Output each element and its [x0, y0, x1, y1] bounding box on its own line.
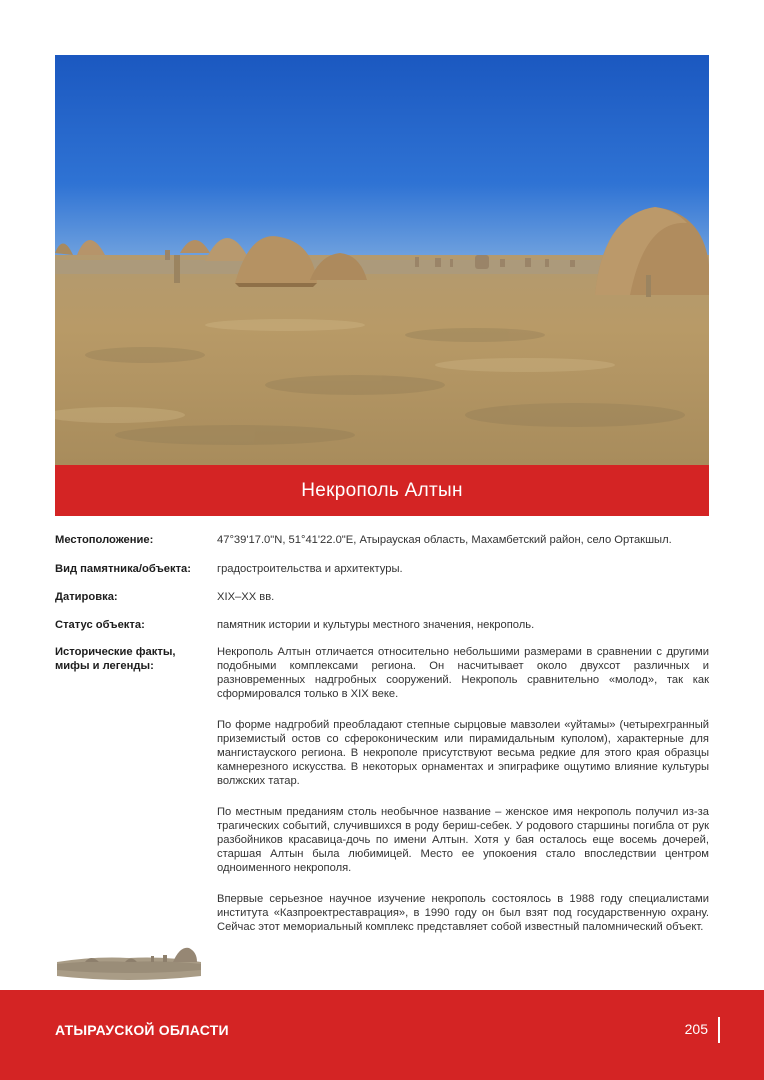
- field-value: градостроительства и архитектуры.: [217, 563, 403, 575]
- monument-title: Некрополь Алтын: [301, 479, 463, 501]
- page-number: 205: [684, 1021, 708, 1037]
- field-dating: [55, 590, 709, 604]
- history-paragraph: Впервые серьезное научное изучение некрополь состоялось в 1988 году специалистами института «Казпроектреставрация», в 1990 году он был взят под государственную охрану. Сейчас этот мемориальный комплекс представляет собой известный паломнический объект.: [217, 893, 709, 933]
- field-label: Датировка:: [55, 591, 118, 603]
- monument-title-bar: [55, 465, 709, 516]
- field-label: Статус объекта:: [55, 619, 145, 631]
- history-paragraph: По форме надгробий преобладают степные сырцовые мавзолеи «уйтамы» (четырехгранный приземистый остов со сфероконическим или пирамидальным куполом), характерные для мангистауского региона. В некрополе присутствуют весьма редкие для этого края образцы камнерезного искусства. В некоторых орнаментах и эпиграфике ощутимо влияние культуры волжских татар.: [217, 719, 709, 787]
- field-label: Вид памятника/объекта:: [55, 563, 191, 575]
- page-footer: [0, 990, 764, 1080]
- field-status: [55, 618, 709, 632]
- field-location: [55, 533, 709, 547]
- field-value: памятник истории и культуры местного значения, некрополь.: [217, 619, 535, 631]
- history-text: [217, 645, 709, 951]
- field-history: [55, 645, 709, 951]
- field-type: [55, 562, 709, 576]
- footer-region: АТЫРАУСКОЙ ОБЛАСТИ: [55, 1022, 229, 1038]
- history-paragraph: По местным преданиям столь необычное название – женское имя некрополь получил из-за трагических событий, случившихся в роду бериш-себек. У родового старшины погибла от рук разбойников красавица-дочь по имени Алтын. Хотя у бая осталось еще восемь дочерей, старшая Алтын была любимицей. Место ее упокоения стало впоследствии центром одноименного некрополя.: [217, 806, 709, 874]
- field-value: XIX–XX вв.: [217, 591, 275, 603]
- necropolis-photo: [55, 55, 709, 465]
- history-paragraph: Некрополь Алтын отличается относительно небольшими размерами в сравнении с другими подобными комплексами региона. Он насчитывает около двухсот различных и разновременных надгробных сооружений. Некрополь сравнительно «молод», так как сформировался только в XIX веке.: [217, 646, 709, 700]
- field-label: Местоположение:: [55, 534, 154, 546]
- field-value: 47°39'17.0"N, 51°41'22.0"E, Атырауская область, Махамбетский район, село Ортакшыл.: [217, 534, 672, 546]
- field-label: Исторические факты, мифы и легенды:: [55, 646, 176, 672]
- decorative-thumbnail: [55, 940, 203, 982]
- footer-divider: [718, 1017, 720, 1043]
